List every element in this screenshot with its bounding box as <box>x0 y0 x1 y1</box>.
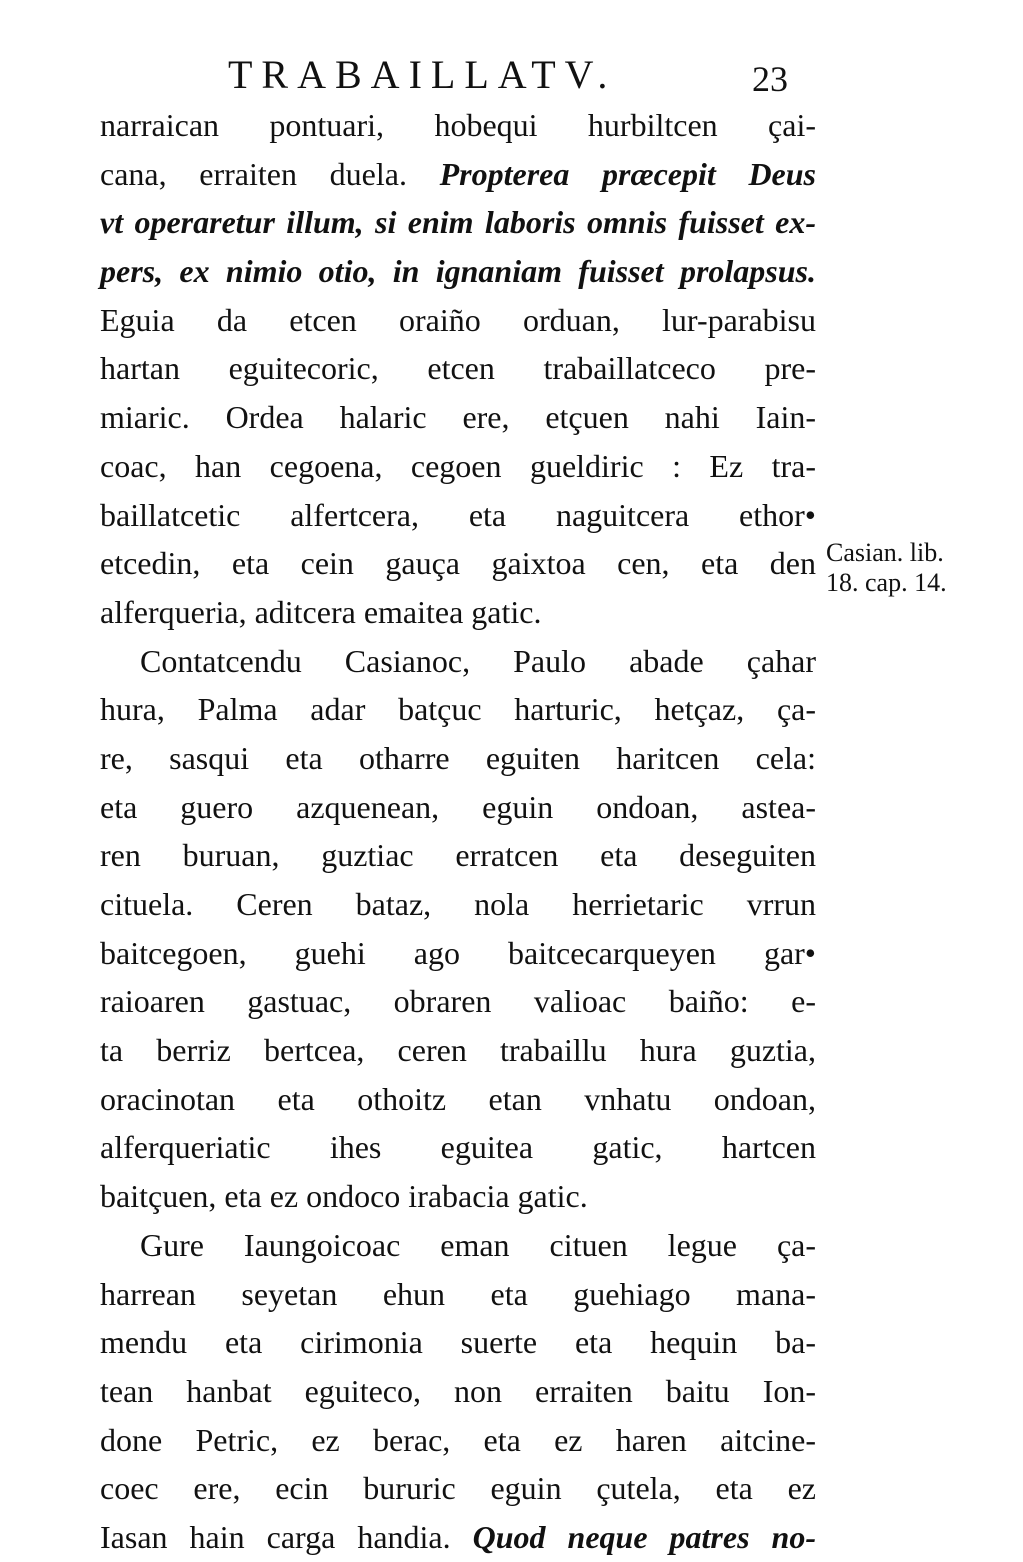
text-line <box>100 1270 816 1319</box>
text-line <box>100 1075 816 1124</box>
text-line <box>100 588 816 637</box>
roman-text: Iasan hain carga handia. <box>100 1518 473 1555</box>
text-line <box>100 1221 816 1270</box>
roman-text: Eguia da etcen oraiño orduan, lur-parabisu <box>100 301 816 338</box>
latin-quote: vt operaretur illum, si enim laboris omnis fuisset ex- <box>100 204 816 241</box>
roman-text: baitçuen, eta ez ondoco irabacia gatic. <box>100 1178 588 1215</box>
text-line <box>100 1318 816 1367</box>
text-line <box>100 491 816 540</box>
text-line <box>100 539 816 588</box>
margin-note <box>826 538 947 598</box>
roman-text: coac, han cegoena, cegoen gueldiric : Ez tra- <box>100 447 816 484</box>
text-line <box>100 1416 816 1465</box>
text-line <box>100 1367 816 1416</box>
roman-text: raioaren gastuac, obraren valioac baiño: e- <box>100 983 816 1020</box>
text-line <box>100 198 816 247</box>
text-line <box>100 637 816 686</box>
text-line <box>100 880 816 929</box>
text-line <box>100 344 816 393</box>
roman-text: eta guero azquenean, eguin ondoan, astea- <box>100 788 816 825</box>
text-line <box>100 296 816 345</box>
roman-text: alferqueriatic ihes eguitea gatic, hartcen <box>100 1129 816 1166</box>
running-head <box>228 50 788 100</box>
latin-quote: pers, ex nimio otio, in ignaniam fuisset prolapsus. <box>100 253 816 290</box>
text-line <box>100 247 816 296</box>
text-line <box>100 393 816 442</box>
roman-text: Gure Iaungoicoac eman cituen legue ça- <box>140 1226 816 1263</box>
text-line <box>100 977 816 1026</box>
body-text <box>100 101 816 1562</box>
roman-text: cituela. Ceren bataz, nola herrietaric vrrun <box>100 886 816 922</box>
text-line <box>100 831 816 880</box>
page-number: 23 <box>752 59 788 99</box>
roman-text: narraican pontuari, hobequi hurbiltcen çai- <box>100 107 816 143</box>
text-line <box>100 150 816 199</box>
running-title: TRABAILLATV. <box>228 52 617 97</box>
roman-text: ren buruan, guztiac erratcen eta deseguiten <box>100 837 816 874</box>
roman-text: ta berriz bertcea, ceren trabaillu hura guztia, <box>100 1032 816 1069</box>
roman-text: baitcegoen, guehi ago baitcecarqueyen gar• <box>100 934 816 971</box>
text-line <box>100 1123 816 1172</box>
roman-text: alferqueria, aditcera emaitea gatic. <box>100 593 542 630</box>
text-line <box>100 929 816 978</box>
text-line <box>100 1172 816 1221</box>
text-line <box>100 685 816 734</box>
roman-text: Contatcendu Casianoc, Paulo abade çahar <box>140 642 816 679</box>
roman-text: re, sasqui eta otharre eguiten haritcen cela: <box>100 739 816 776</box>
roman-text: hartan eguitecoric, etcen trabaillatceco pre- <box>100 350 816 387</box>
margin-note-line: Casian. lib. <box>826 538 944 567</box>
roman-text: harrean seyetan ehun eta guehiago mana- <box>100 1275 816 1312</box>
text-line <box>100 783 816 832</box>
text-line <box>100 1513 816 1562</box>
roman-text: etcedin, eta cein gauça gaixtoa cen, eta den <box>100 545 816 582</box>
roman-text: tean hanbat eguiteco, non erraiten baitu Ion- <box>100 1372 816 1409</box>
text-line <box>100 734 816 783</box>
latin-quote: Propterea præcepit Deus <box>439 155 817 192</box>
roman-text: miaric. Ordea halaric ere, etçuen nahi Iain- <box>100 399 816 436</box>
roman-text: hura, Palma adar batçuc harturic, hetçaz, ça- <box>100 691 816 728</box>
roman-text: oracinotan eta othoitz etan vnhatu ondoan, <box>100 1080 816 1117</box>
roman-text: baillatcetic alfertcera, eta naguitcera ethor• <box>100 496 816 533</box>
margin-note-line: 18. cap. 14. <box>826 568 947 597</box>
latin-quote: Quod neque patres no- <box>472 1518 817 1555</box>
text-line <box>100 442 816 491</box>
roman-text: done Petric, ez berac, eta ez haren aitcine- <box>100 1421 816 1458</box>
roman-text: cana, erraiten duela. <box>100 155 440 192</box>
roman-text: coec ere, ecin bururic eguin çutela, eta ez <box>100 1470 816 1507</box>
text-line <box>100 101 816 150</box>
roman-text: mendu eta cirimonia suerte eta hequin ba- <box>100 1324 816 1361</box>
text-line <box>100 1026 816 1075</box>
